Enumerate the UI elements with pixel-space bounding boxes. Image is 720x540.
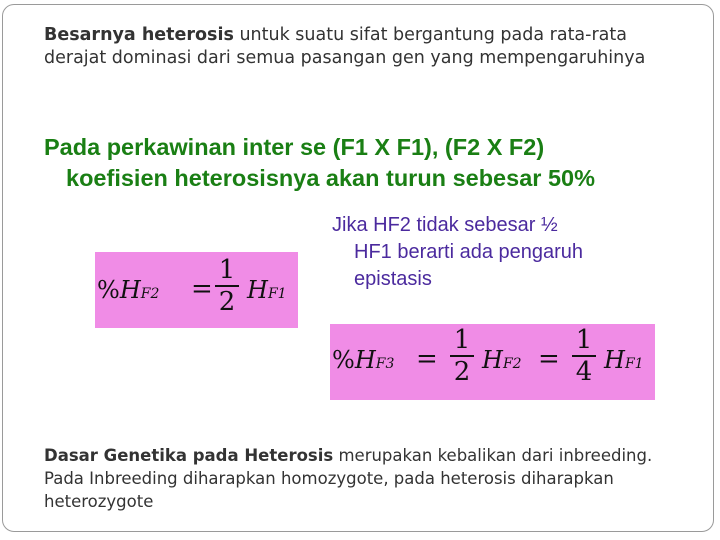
formula2-equals-2: =: [538, 344, 560, 374]
note-line-3: epistasis: [354, 268, 432, 290]
epistasis-note: [332, 212, 652, 293]
genetics-bold: Dasar Genetika pada Heterosis: [44, 446, 334, 465]
formula2-fraction-1: [450, 326, 474, 386]
intro-paragraph: [44, 24, 664, 70]
formula-hf3: [330, 324, 655, 400]
genetics-text: merupakan kebalikan dari inbreeding. Pada Inbreeding diharapkan homozygote, pada heterosis diharapkan heterozygote: [44, 446, 653, 511]
intro-bold: Besarnya heterosis: [44, 25, 234, 45]
formula1-numerator: 1: [218, 255, 236, 285]
formula2-fraction-2: [572, 326, 596, 386]
formula2-rhs: HF1: [604, 346, 644, 374]
formula1-equals: =: [191, 274, 213, 304]
formula1-lhs: %HF2: [97, 276, 160, 304]
intro-text: untuk suatu sifat bergantung pada rata-rata derajat dominasi dari semua pasangan gen yang mempengaruhinya: [44, 25, 646, 68]
formula2-denominator-1: 2: [453, 357, 471, 387]
formula-hf2: [95, 252, 298, 328]
formula2-lhs: %HF3: [332, 346, 395, 374]
note-line-1: Jika HF2 tidak sebesar ½: [332, 214, 558, 236]
formula2-denominator-2: 4: [575, 357, 593, 387]
formula1-fraction: [215, 256, 239, 316]
heading-line-2: koefisien heterosisnya akan turun sebesar 50%: [66, 165, 595, 191]
genetics-paragraph: [44, 444, 684, 513]
formula2-middle: HF2: [482, 346, 522, 374]
heading-paragraph: [44, 132, 684, 194]
formula1-denominator: 2: [218, 287, 236, 317]
formula2-equals-1: =: [416, 344, 438, 374]
formula2-numerator-2: 1: [575, 325, 593, 355]
formula2-numerator-1: 1: [453, 325, 471, 355]
heading-line-1: Pada perkawinan inter se (F1 X F1), (F2 X F2): [44, 134, 545, 160]
formula1-rhs: HF1: [247, 276, 287, 304]
note-line-2: HF1 berarti ada pengaruh: [354, 241, 584, 263]
